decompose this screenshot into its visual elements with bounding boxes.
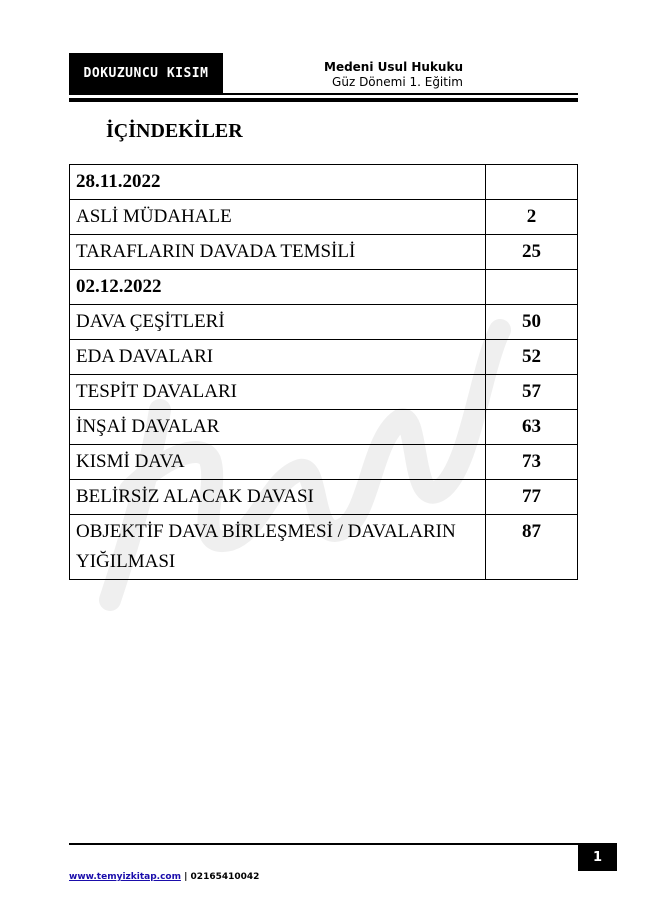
toc-row: [70, 305, 578, 340]
header-divider-thick: [69, 98, 578, 102]
phone-number: 02165410042: [190, 872, 260, 882]
course-title: Medeni Usul Hukuku: [324, 60, 463, 74]
toc-date-row: [70, 270, 578, 305]
toc-date-label: 02.12.2022: [70, 270, 486, 305]
toc-row: [70, 375, 578, 410]
page-number: 1: [592, 849, 603, 865]
website-link[interactable]: www.temyizkitap.com: [69, 872, 181, 882]
toc-entry-page: [486, 270, 578, 305]
toc-row: [70, 200, 578, 235]
toc-row: [70, 410, 578, 445]
toc-entry-page: 77: [486, 480, 578, 515]
toc-entry-title: TARAFLARIN DAVADA TEMSİLİ: [70, 235, 486, 270]
toc-date-row: [70, 165, 578, 200]
toc-entry-page: 2: [486, 200, 578, 235]
toc-row: [70, 480, 578, 515]
toc-entry-page: [486, 165, 578, 200]
header-course-info: [324, 60, 463, 90]
toc-heading: İÇİNDEKİLER: [106, 120, 243, 142]
toc-entry-title: ASLİ MÜDAHALE: [70, 200, 486, 235]
toc-row: [70, 340, 578, 375]
header-divider-thin: [69, 93, 578, 95]
toc-entry-page: 25: [486, 235, 578, 270]
toc-entry-title: BELİRSİZ ALACAK DAVASI: [70, 480, 486, 515]
toc-entry-title: OBJEKTİF DAVA BİRLEŞMESİ / DAVALARIN YIĞILMASI: [70, 515, 486, 580]
toc-row: [70, 235, 578, 270]
toc-entry-page: 52: [486, 340, 578, 375]
footer-divider: [69, 843, 578, 845]
toc-row: [70, 515, 578, 580]
section-badge: [69, 53, 223, 94]
toc-entry-title: EDA DAVALARI: [70, 340, 486, 375]
toc-entry-title: TESPİT DAVALARI: [70, 375, 486, 410]
toc-entry-title: DAVA ÇEŞİTLERİ: [70, 305, 486, 340]
toc-entry-page: 50: [486, 305, 578, 340]
toc-entry-page: 63: [486, 410, 578, 445]
toc-entry-page: 73: [486, 445, 578, 480]
footer-contact: [69, 872, 259, 882]
section-label: DOKUZUNCU KISIM: [83, 66, 209, 81]
toc-row: [70, 445, 578, 480]
toc-entry-page: 57: [486, 375, 578, 410]
toc-entry-title: KISMİ DAVA: [70, 445, 486, 480]
toc-entry-title: İNŞAİ DAVALAR: [70, 410, 486, 445]
page-number-badge: [578, 843, 617, 871]
term-label: Güz Dönemi 1. Eğitim: [332, 75, 463, 89]
toc-entry-page: 87: [486, 515, 578, 580]
toc-table: [69, 164, 578, 580]
toc-date-label: 28.11.2022: [70, 165, 486, 200]
footer-separator: |: [184, 872, 188, 882]
